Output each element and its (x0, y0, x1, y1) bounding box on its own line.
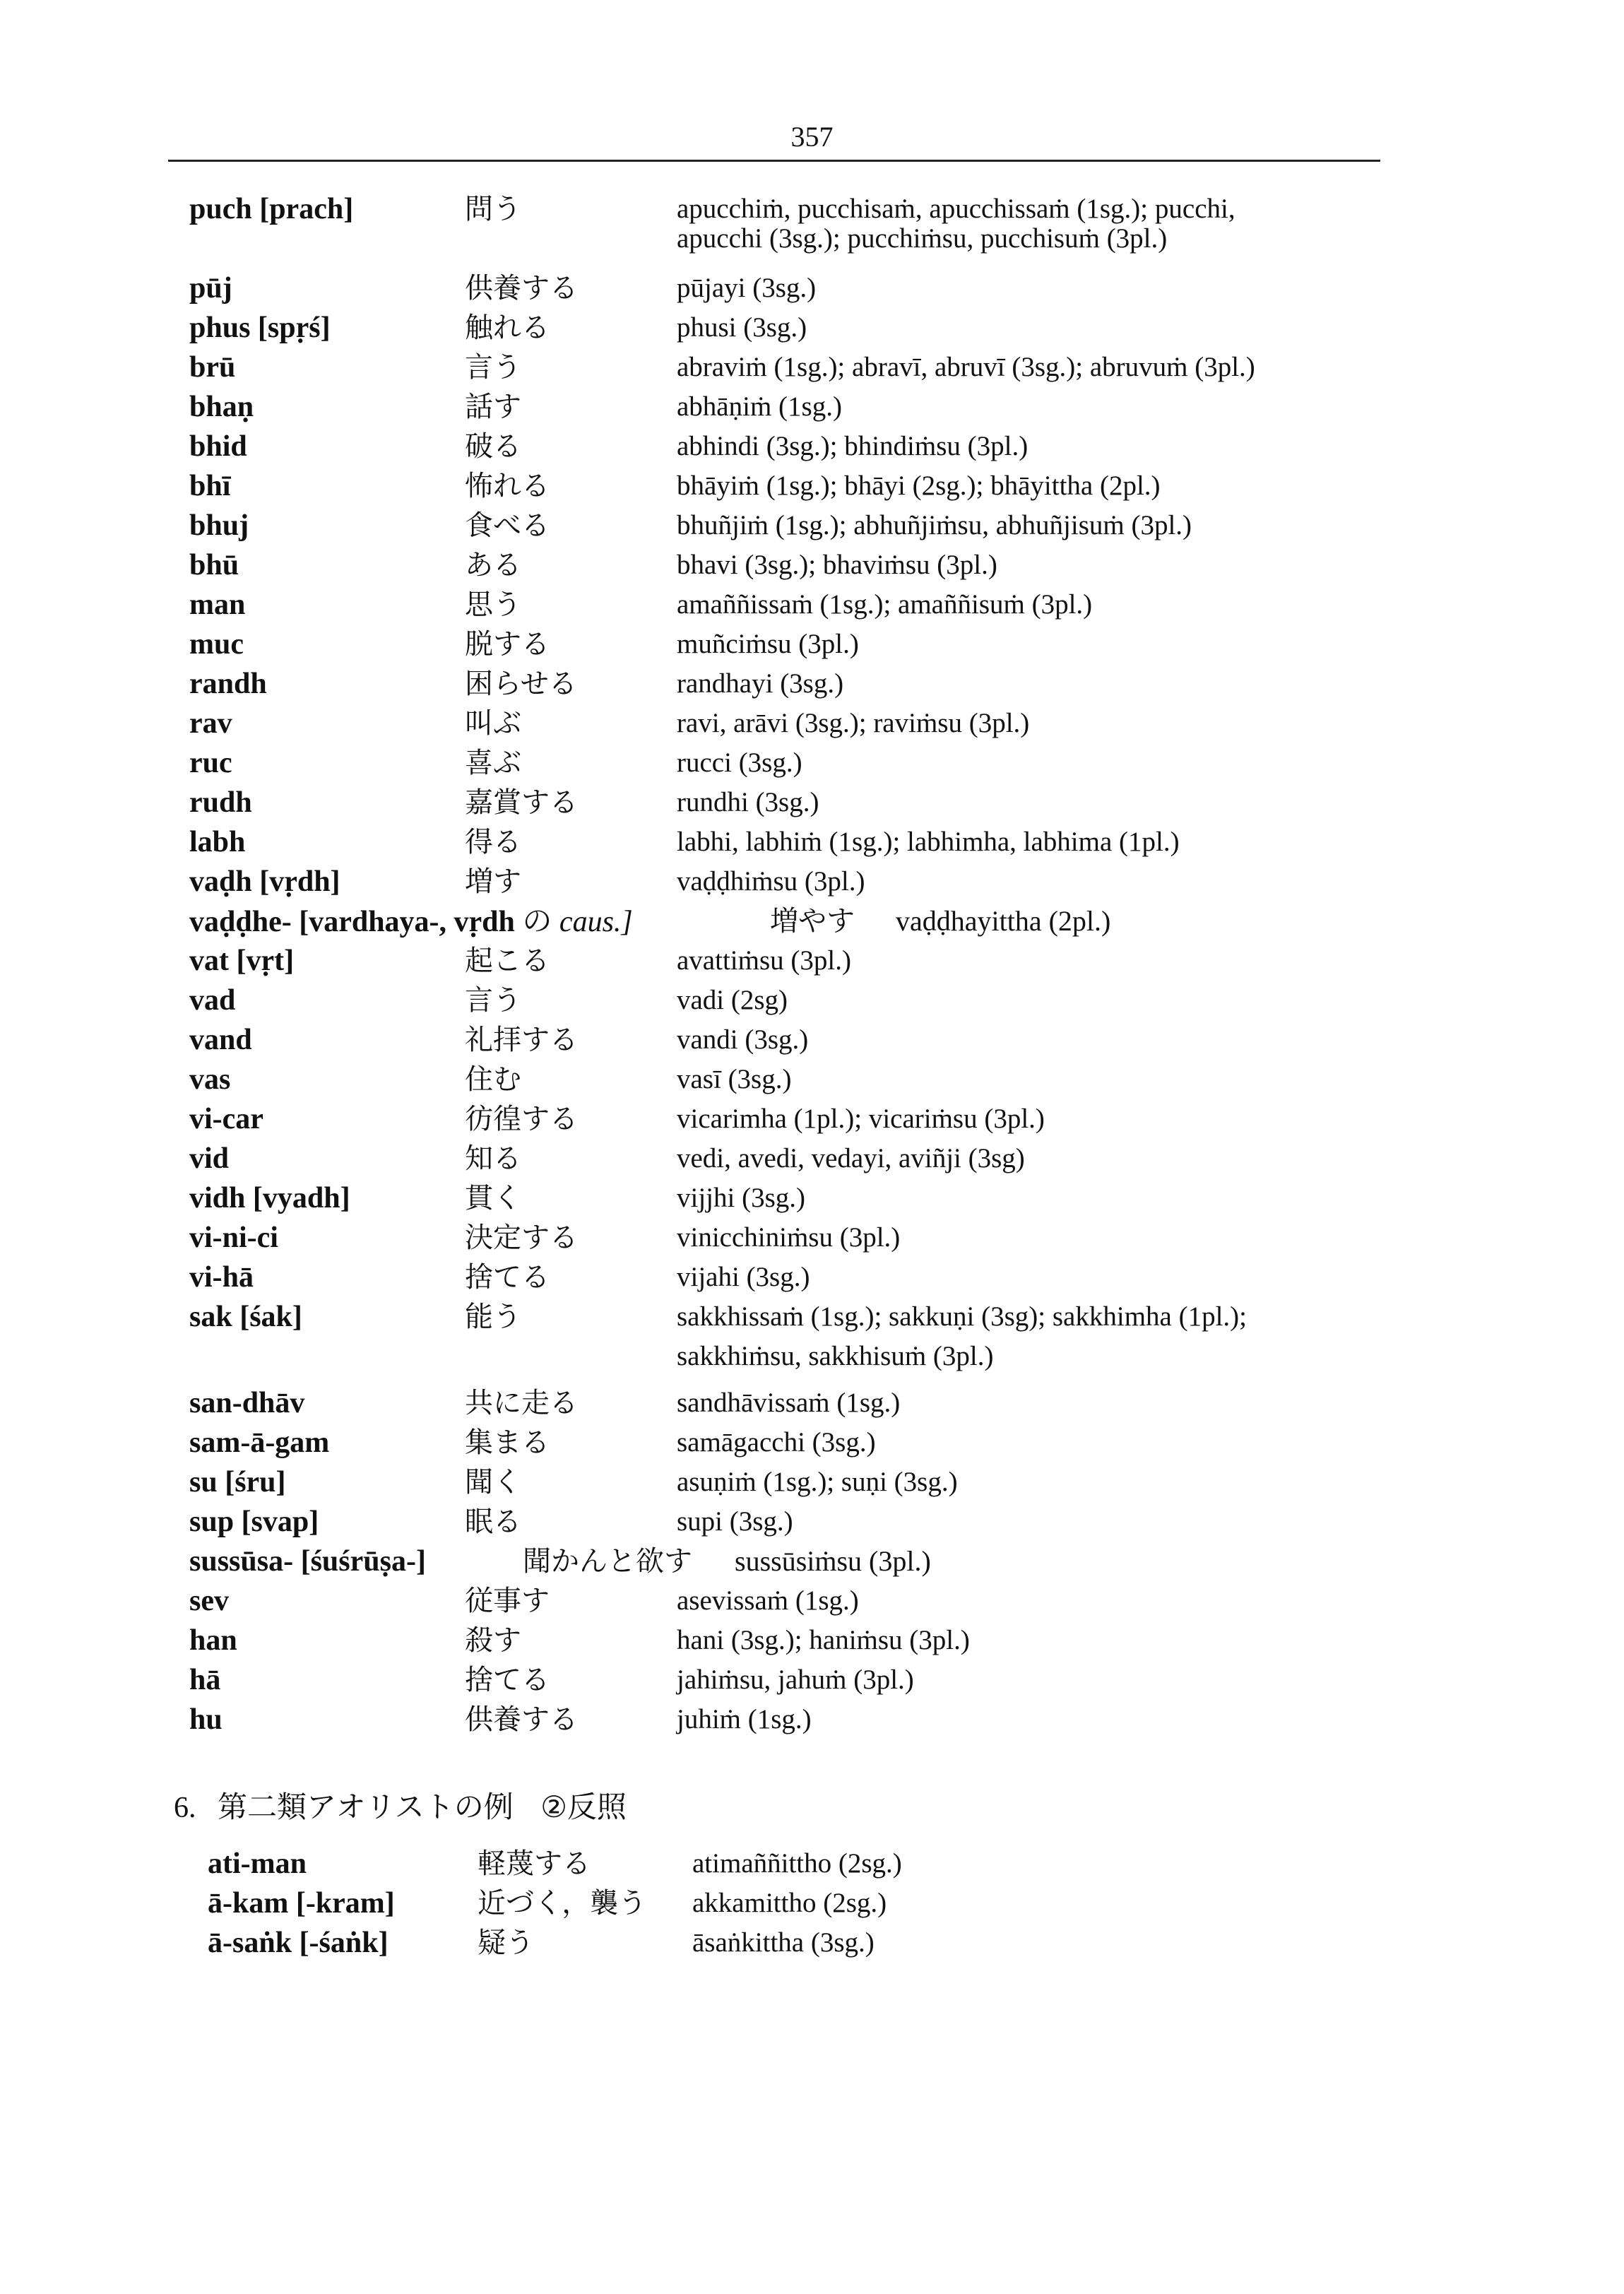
entry-forms: vasī (3sg.) (677, 1064, 792, 1094)
entry-gloss: 聞く (465, 1466, 521, 1498)
entry-headword: randh (189, 668, 267, 700)
entry-headword: vid (189, 1142, 230, 1175)
list-item (0, 1621, 1624, 1660)
entry-headword: vi-hā (189, 1261, 254, 1294)
list-item (0, 1383, 1624, 1423)
entry-forms: asevissaṁ (1sg.) (677, 1585, 859, 1616)
entry-headword: ā-kam [-kram] (208, 1887, 395, 1920)
entry-gloss: 捨てる (465, 1261, 550, 1294)
entry-gloss: 食べる (465, 509, 550, 542)
entry-gloss: 脱する (465, 628, 550, 661)
list-item (0, 1884, 1624, 1923)
entry-headword: bhuj (189, 509, 249, 542)
entry-forms: apucchi (3sg.); pucchiṁsu, pucchisuṁ (3pl.) (677, 223, 1168, 254)
entry-headword: sak [śak] (189, 1301, 302, 1333)
span-particle: の (522, 904, 552, 938)
span-word: vaḍḍhe- [vardhaya-, vṛdh (189, 906, 515, 938)
list-item (0, 466, 1624, 506)
entry-forms: abhāṇiṁ (1sg.) (677, 391, 842, 422)
entry-forms: phusi (3sg.) (677, 312, 807, 343)
entry-headword: vidh [vyadh] (189, 1182, 350, 1214)
entry-forms: rundhi (3sg.) (677, 787, 819, 817)
entry-headword: san-dhāv (189, 1387, 305, 1419)
list-item (0, 506, 1624, 545)
entry-gloss: 破る (465, 430, 521, 463)
entry-headword: bhaṇ (189, 391, 254, 423)
entry-headword: han (189, 1624, 237, 1657)
entry-gloss: 従事す (465, 1585, 550, 1617)
page-number: 357 (790, 121, 834, 153)
entry-headword: phus [spṛś] (189, 312, 331, 344)
list-item (0, 1139, 1624, 1178)
entry-gloss: 疑う (478, 1927, 534, 1959)
entry-gloss: 喜ぶ (465, 747, 521, 779)
entry-headword (189, 901, 633, 942)
entry-gloss: 貫く (465, 1182, 521, 1214)
entry-headword: rav (189, 707, 232, 740)
entry-headword: bhī (189, 470, 231, 502)
list-item (0, 585, 1624, 625)
list-item (0, 822, 1624, 862)
section-reference: ②反照 (540, 1790, 627, 1824)
list-item (0, 1844, 1624, 1884)
entry-forms: vijjhi (3sg.) (677, 1183, 805, 1213)
entry-headword: vaḍh [vṛdh] (189, 865, 340, 898)
section-title: 第二類アオリストの例 (218, 1790, 514, 1824)
entry-gloss: 眠る (465, 1506, 521, 1538)
entry-gloss: 近づく，襲う (478, 1887, 647, 1920)
entry-gloss: 言う (465, 351, 521, 384)
entry-forms: bhāyiṁ (1sg.); bhāyi (2sg.); bhāyittha (2pl.) (677, 471, 1161, 501)
entry-forms: bhavi (3sg.); bhaviṁsu (3pl.) (677, 550, 997, 580)
entry-forms: randhayi (3sg.) (677, 668, 844, 699)
list-item (0, 1020, 1624, 1060)
entry-headword: vat [vṛt] (189, 945, 295, 977)
entry-headword: sup [svap] (189, 1506, 319, 1538)
entry-gloss: 共に走る (465, 1387, 578, 1419)
entry-headword: labh (189, 826, 246, 858)
list-item (0, 1337, 1624, 1376)
entry-forms: vicarimha (1pl.); vicariṁsu (3pl.) (677, 1104, 1045, 1134)
entry-forms: abhindi (3sg.); bhindiṁsu (3pl.) (677, 431, 1029, 461)
entry-forms: juhiṁ (1sg.) (677, 1704, 812, 1734)
entry-forms: vadi (2sg) (677, 985, 788, 1015)
entry-headword: bhid (189, 430, 247, 463)
entry-gloss: 殺す (465, 1624, 521, 1657)
list-item (0, 704, 1624, 743)
entry-headword: vand (189, 1024, 252, 1056)
entry-gloss: 供養する (465, 1703, 578, 1736)
header-rule (168, 160, 1380, 162)
entry-gloss: 彷徨する (465, 1103, 578, 1135)
entry-gloss: ある (465, 549, 521, 581)
entry-gloss: 決定する (465, 1222, 578, 1254)
section-heading (174, 1787, 627, 1828)
list-item (0, 348, 1624, 387)
entry-forms: sakkhiṁsu, sakkhisuṁ (3pl.) (677, 1341, 994, 1371)
entry-forms: rucci (3sg.) (677, 747, 802, 778)
entry-gloss: 起こる (465, 945, 550, 977)
entry-forms: akkamittho (2sg.) (692, 1888, 887, 1918)
list-item (0, 1660, 1624, 1700)
entry-headword: hā (189, 1664, 221, 1696)
entry-forms: hani (3sg.); haniṁsu (3pl.) (677, 1625, 970, 1655)
entry-gloss: 集まる (465, 1426, 550, 1459)
entry-gloss: 増す (465, 865, 521, 898)
entry-forms: vaḍḍhiṁsu (3pl.) (677, 866, 865, 897)
entry-gloss: 能う (465, 1301, 521, 1333)
section-number: 6. (174, 1792, 196, 1824)
entry-gloss: 住む (465, 1063, 521, 1096)
entry-forms: vedi, avedi, vedayi, aviñji (3sg) (677, 1143, 1025, 1173)
entry-forms: muñciṁsu (3pl.) (677, 629, 859, 659)
list-item (0, 1923, 1624, 1963)
entry-forms: vijahi (3sg.) (677, 1262, 810, 1292)
entry-forms: sandhāvissaṁ (1sg.) (677, 1388, 901, 1418)
list-item (0, 1542, 1624, 1581)
entry-headword: rudh (189, 786, 252, 819)
entry-headword: ā-saṅk [-śaṅk] (208, 1927, 389, 1959)
list-item (0, 1218, 1624, 1258)
list-item (0, 1099, 1624, 1139)
list-item (0, 545, 1624, 585)
entry-headword: bhū (189, 549, 239, 581)
entry-gloss: 話す (465, 391, 521, 423)
entry-headword: sam-ā-gam (189, 1426, 330, 1459)
entry-forms: bhuñjiṁ (1sg.); abhuñjiṁsu, abhuñjisuṁ (3pl.) (677, 510, 1192, 540)
entry-gloss: 知る (465, 1142, 521, 1175)
entry-headword: man (189, 589, 246, 621)
list-item (0, 625, 1624, 664)
list-item (0, 1700, 1624, 1739)
entry-gloss: 叫ぶ (465, 707, 521, 740)
entry-forms: supi (3sg.) (677, 1506, 793, 1537)
entry-headword: vi-ni-ci (189, 1222, 278, 1254)
entry-forms: vaḍḍhayittha (2pl.) (896, 905, 1111, 937)
entry-gloss: 触れる (465, 312, 550, 344)
list-item (0, 743, 1624, 783)
list-item (0, 1258, 1624, 1297)
entry-headword: vas (189, 1063, 231, 1096)
entry-forms: sakkhissaṁ (1sg.); sakkuṇi (3sg); sakkhimha (1pl.); (677, 1301, 1247, 1332)
entry-headword: sev (189, 1585, 229, 1617)
entry-forms: labhi, labhiṁ (1sg.); labhimha, labhima (1pl.) (677, 827, 1180, 857)
list-item (0, 1462, 1624, 1502)
list-item (0, 664, 1624, 704)
entry-forms: asuṇiṁ (1sg.); suṇi (3sg.) (677, 1467, 958, 1497)
list-item (0, 941, 1624, 981)
list-item (0, 427, 1624, 466)
entry-forms: vinicchiniṁsu (3pl.) (677, 1222, 901, 1253)
entry-headword: brū (189, 351, 236, 384)
entry-forms: avattiṁsu (3pl.) (677, 945, 851, 976)
entry-headword: vi-car (189, 1103, 263, 1135)
list-item (0, 1178, 1624, 1218)
list-item (0, 862, 1624, 901)
entry-forms: sussūsiṁsu (3pl.) (735, 1545, 931, 1577)
entry-gloss: 嘉賞する (465, 786, 578, 819)
list-item (0, 1423, 1624, 1462)
entry-gloss: 言う (465, 984, 521, 1017)
list-item (0, 1502, 1624, 1542)
entry-forms: abraviṁ (1sg.); abravī, abruvī (3sg.); abruvuṁ (3pl.) (677, 352, 1255, 382)
span-caus: caus.] (559, 906, 633, 938)
entry-gloss: 増やす (770, 905, 855, 938)
entry-headword: ruc (189, 747, 232, 779)
entry-gloss: 捨てる (465, 1664, 550, 1696)
entry-headword: ati-man (208, 1847, 307, 1880)
entry-forms: jahiṁsu, jahuṁ (3pl.) (677, 1665, 914, 1695)
entry-headword: puch [prach] (189, 193, 354, 225)
list-item (0, 1297, 1624, 1337)
entry-gloss: 聞かんと欲す (523, 1545, 692, 1578)
list-item (0, 901, 1624, 941)
entry-forms: atimaññittho (2sg.) (692, 1848, 902, 1879)
list-item (0, 1581, 1624, 1621)
entry-gloss: 軽蔑する (478, 1847, 591, 1880)
entry-gloss: 供養する (465, 272, 578, 305)
entry-forms: ravi, arāvi (3sg.); raviṁsu (3pl.) (677, 708, 1030, 738)
list-item (0, 981, 1624, 1020)
entry-forms: āsaṅkittha (3sg.) (692, 1927, 875, 1958)
entry-forms: samāgacchi (3sg.) (677, 1427, 876, 1458)
list-item (0, 219, 1624, 259)
entry-gloss: 得る (465, 826, 521, 858)
list-item (0, 783, 1624, 822)
list-item (0, 1060, 1624, 1099)
entry-headword: su [śru] (189, 1466, 286, 1498)
entry-gloss: 怖れる (465, 470, 550, 502)
entry-headword: vad (189, 984, 236, 1017)
entry-headword: muc (189, 628, 244, 661)
list-item (0, 268, 1624, 308)
list-item (0, 387, 1624, 427)
entry-gloss: 困らせる (465, 668, 577, 700)
entry-forms: pūjayi (3sg.) (677, 273, 817, 303)
entry-forms: amaññissaṁ (1sg.); amaññisuṁ (3pl.) (677, 589, 1093, 620)
entry-headword: sussūsa- [śuśrūṣa-] (189, 1545, 426, 1578)
entry-gloss: 問う (465, 193, 521, 225)
entry-headword: hu (189, 1703, 223, 1736)
entry-forms: apucchiṁ, pucchisaṁ, apucchissaṁ (1sg.); pucchi, (677, 194, 1235, 224)
list-item (0, 308, 1624, 348)
entry-gloss: 思う (465, 589, 521, 621)
entry-gloss: 礼拝する (465, 1024, 578, 1056)
entry-forms: vandi (3sg.) (677, 1024, 809, 1055)
entry-headword: pūj (189, 272, 232, 305)
